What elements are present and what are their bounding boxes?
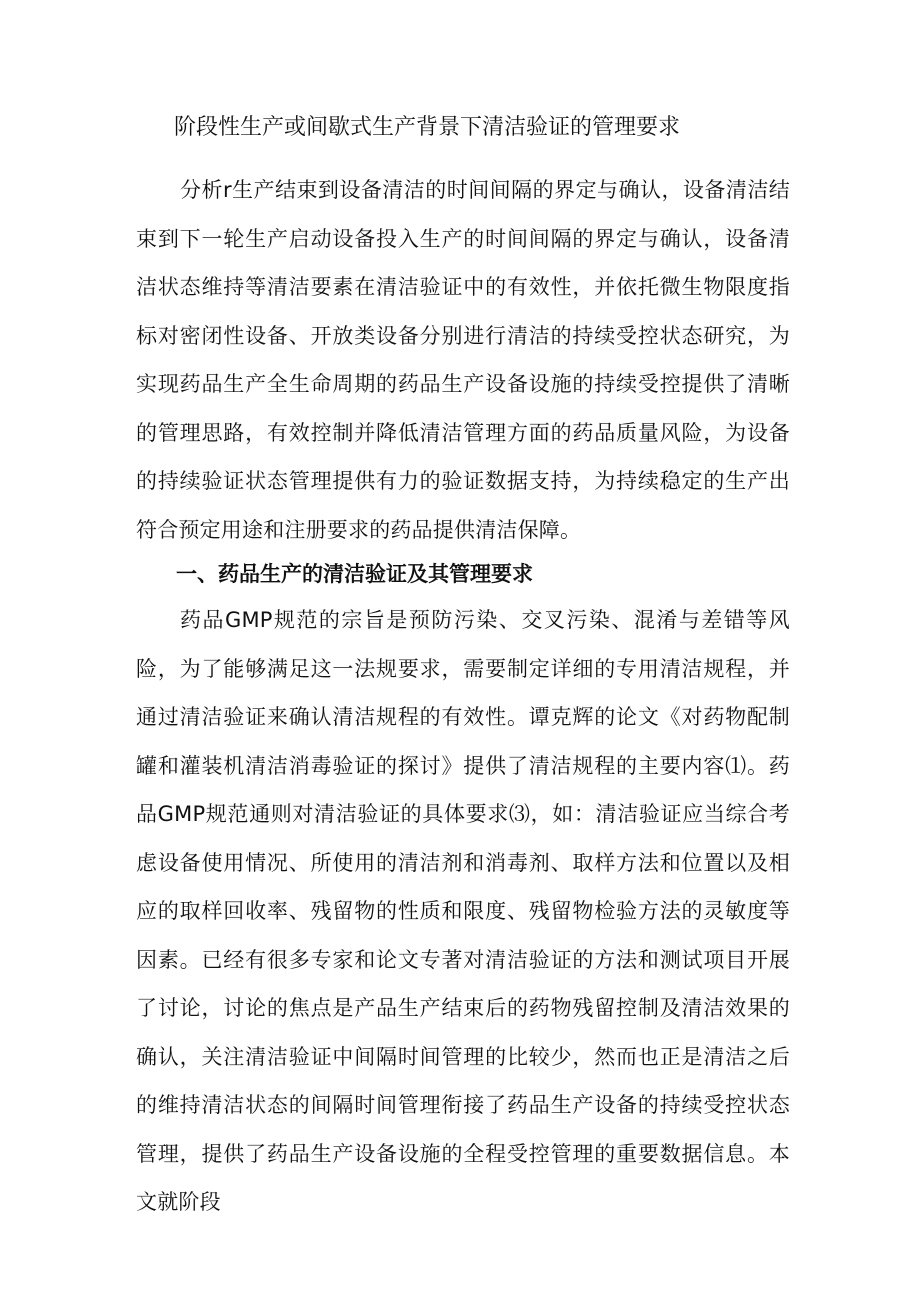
intro-paragraph: 分析r生产结束到设备清洁的时间间隔的界定与确认，设备清洁结束到下一轮生产启动设备投入生产的时间间隔的界定与确认，设备清洁状态维持等清洁要素在清洁验证中的有效性，并依托微生物限度指标对密闭性设备、开放类设备分别进行清洁的持续受控状态研究，为实现药品生产全生命周期的药品生产设备设施的持续受控提供了清晰的管理思路，有效控制并降低清洁管理方面的药品质量风险，为设备的持续验证状态管理提供有力的验证数据支持，为持续稳定的生产出符合预定用途和注册要求的药品提供清洁保障。 [136, 178, 790, 542]
section-heading: 一、药品生产的清洁验证及其管理要求 [176, 562, 533, 586]
page-title: 阶段性生产或间歇式生产背景下清洁验证的管理要求 [174, 115, 681, 140]
section-paragraph: 药品GMP规范的宗旨是预防污染、交叉污染、混淆与差错等风险，为了能够满足这一法规要求，需要制定详细的专用清洁规程，并通过清洁验证来确认清洁规程的有效性。谭克辉的论文《对药物配制罐和灌装机清洁消毒验证的探讨》提供了清洁规程的主要内容⑴。药品GMP规范通则对清洁验证的具体要求⑶，如：清洁验证应当综合考虑设备使用情况、所使用的清洁剂和消毒剂、取样方法和位置以及相应的取样回收率、残留物的性质和限度、残留物检验方法的灵敏度等因素。已经有很多专家和论文专著对清洁验证的方法和测试项目开展了讨论，讨论的焦点是产品生产结束后的药物残留控制及清洁效果的确认，关注清洁验证中间隔时间管理的比较少，然而也正是清洁之后的维持清洁状态的间隔时间管理衔接了药品生产设备的持续受控状态管理，提供了药品生产设备设施的全程受控管理的重要数据信息。本文就阶段 [136, 608, 790, 1214]
